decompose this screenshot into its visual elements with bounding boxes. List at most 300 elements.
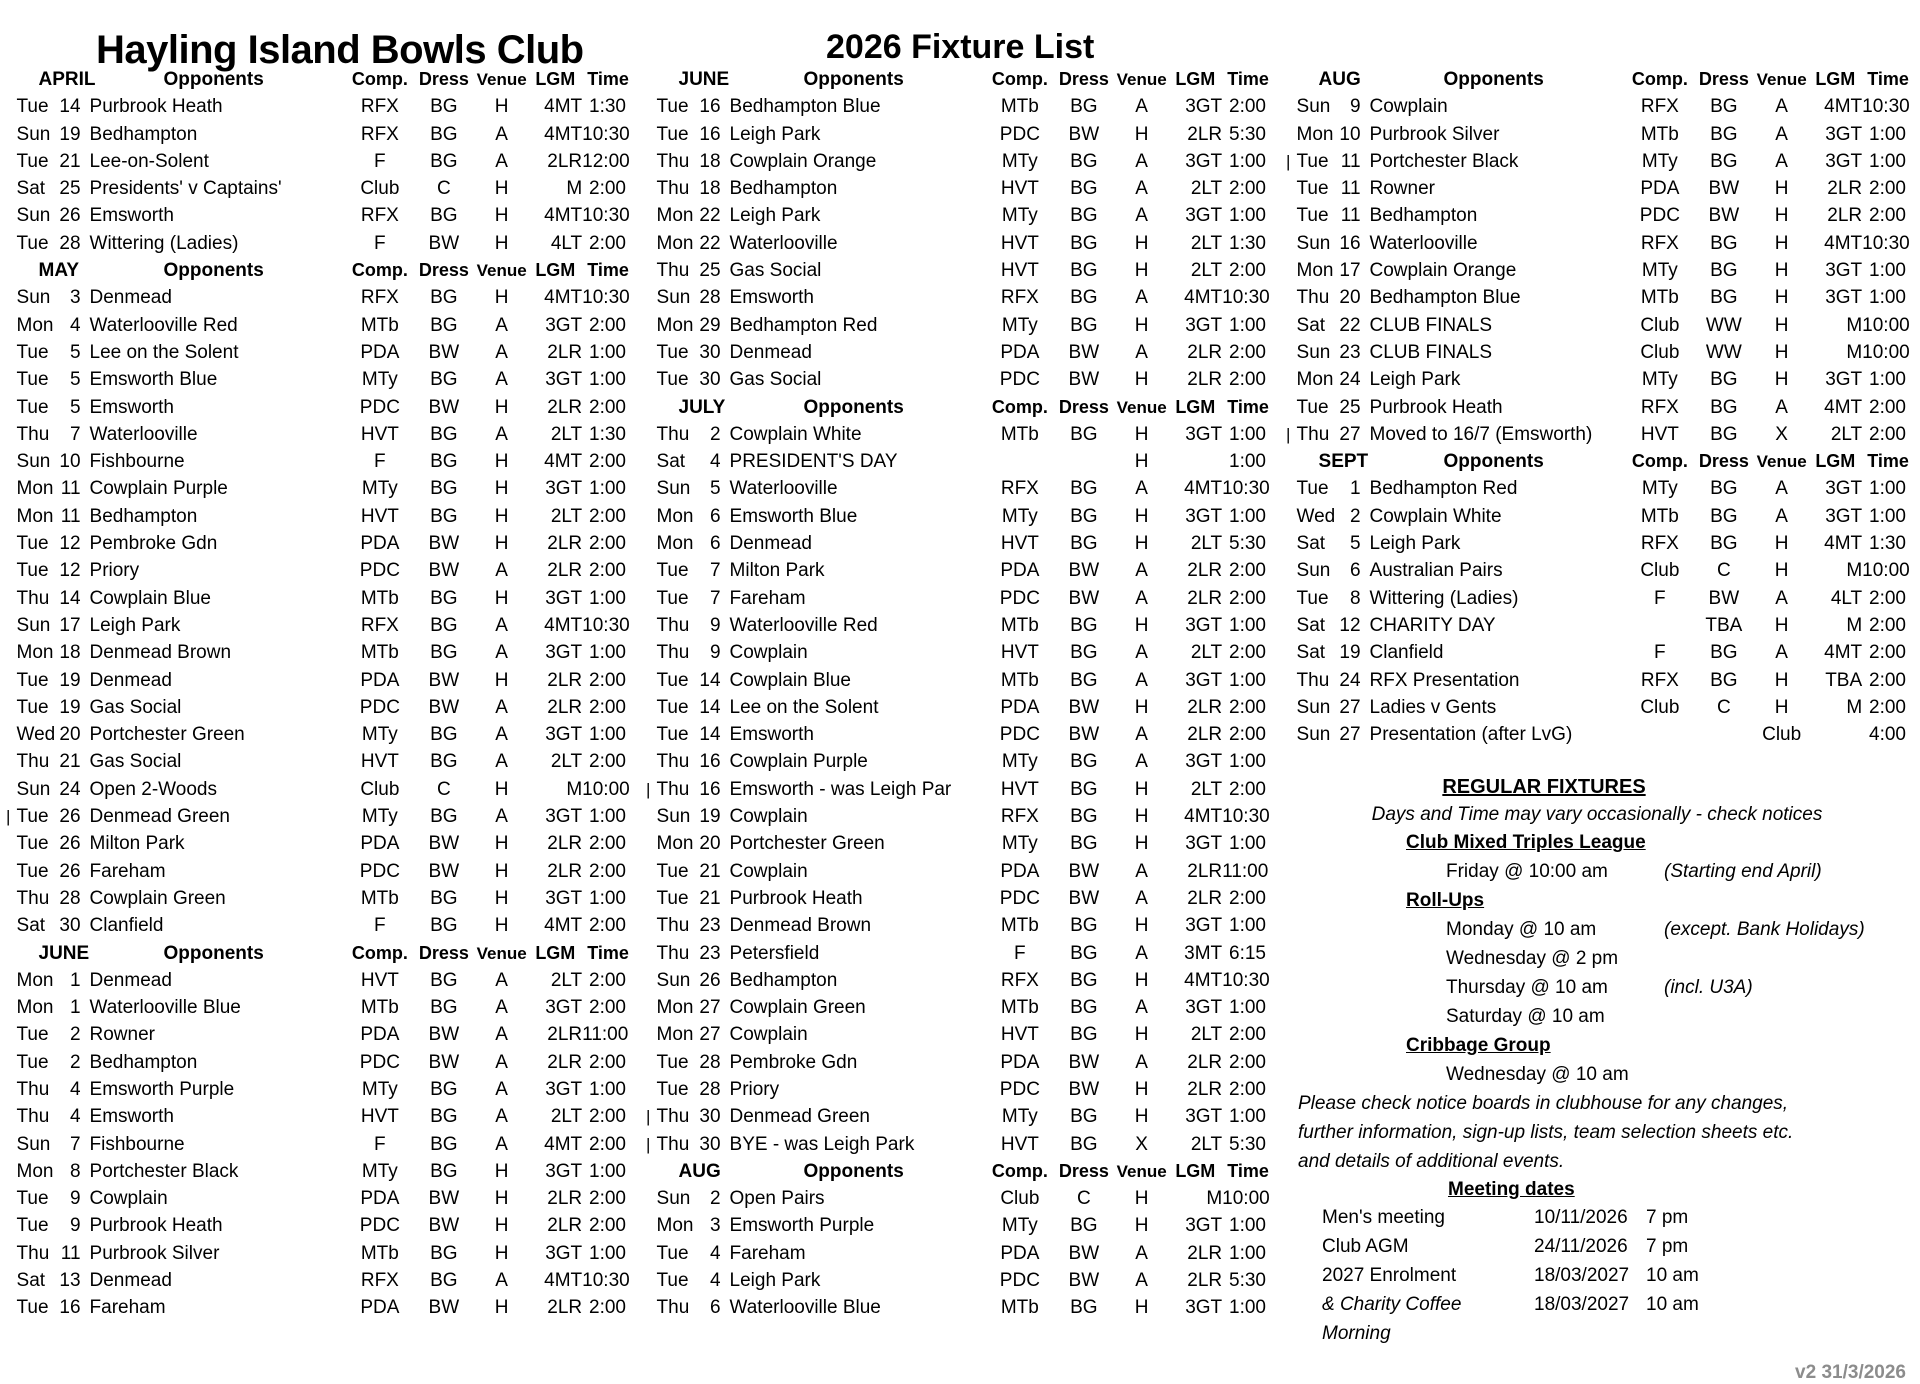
fixture-lgm: 4MT — [1824, 232, 1863, 254]
regular-fixture-entry-label: Thursday @ 10 am — [1446, 977, 1608, 999]
fixture-time: 1:30 — [589, 423, 626, 445]
fixture-day: Thu — [16, 1106, 50, 1128]
fixture-venue: H — [1774, 533, 1789, 555]
column-1 — [0, 0, 640, 1384]
fixture-time: 12:00 — [582, 150, 630, 172]
fixture-comp: MTb — [360, 314, 399, 336]
fixture-lgm: 4MT — [1824, 96, 1863, 118]
fixture-dress: C — [1716, 696, 1731, 718]
fixture-row — [640, 721, 1280, 748]
fixture-day: Tue — [656, 724, 689, 746]
fixture-dress: BG — [1710, 232, 1738, 254]
fixture-comp: MTy — [1001, 505, 1038, 527]
fixture-row — [640, 967, 1280, 994]
fixture-dress: BG — [1070, 478, 1098, 500]
fixture-day: Tue — [656, 887, 689, 909]
fixture-day: Mon — [16, 314, 54, 336]
fixture-time: 2:00 — [589, 997, 626, 1019]
fixture-day: Sun — [1296, 696, 1331, 718]
regular-fixture-entry — [1298, 973, 1920, 1002]
row-marker — [640, 1267, 657, 1294]
fixture-lgm: 2LT — [1190, 642, 1223, 664]
fixture-opponent: Pembroke Gdn — [729, 1051, 858, 1073]
fixture-lgm: 2LR — [547, 396, 583, 418]
fixture-day: Sun — [656, 287, 691, 309]
fixture-comp: RFX — [360, 96, 399, 118]
fixture-opponent: Bedhampton — [1369, 205, 1478, 227]
fixture-venue: A — [1135, 587, 1148, 609]
fixture-comp: PDA — [360, 1188, 400, 1210]
fixture-date: 24 — [1339, 369, 1361, 391]
fixture-date: 9 — [1349, 96, 1361, 118]
fixture-dress: C — [436, 778, 451, 800]
fixture-day: Tue — [16, 1024, 49, 1046]
fixture-dress: BG — [430, 150, 458, 172]
row-marker — [0, 530, 17, 557]
fixture-date: 9 — [69, 1188, 81, 1210]
row-marker — [0, 366, 17, 393]
row-marker — [0, 858, 17, 885]
fixture-day: Thu — [656, 178, 690, 200]
fixture-time: 1:00 — [1229, 150, 1266, 172]
header-lgm: LGM — [1815, 69, 1856, 89]
fixture-venue: A — [495, 123, 508, 145]
fixture-lgm: 4MT — [1824, 396, 1863, 418]
fixture-date: 17 — [59, 614, 81, 636]
fixture-venue: A — [495, 560, 508, 582]
fixture-date: 11 — [60, 1242, 81, 1264]
fixture-venue: H — [1134, 123, 1149, 145]
fixture-time: 2:00 — [1229, 724, 1266, 746]
fixture-row — [0, 1076, 640, 1103]
fixture-venue: A — [1775, 123, 1788, 145]
fixture-comp: MTb — [1000, 423, 1039, 445]
fixture-date: 20 — [699, 833, 721, 855]
fixture-lgm: 3GT — [1185, 1106, 1223, 1128]
fixture-day: Thu — [16, 751, 50, 773]
fixture-time: 10:00 — [1222, 1188, 1270, 1210]
fixture-row — [0, 967, 640, 994]
fixture-comp: PDC — [359, 860, 400, 882]
fixture-dress: BW — [428, 1297, 460, 1319]
row-marker — [0, 667, 17, 694]
fixture-row — [0, 421, 640, 448]
fixture-day: Tue — [16, 533, 49, 555]
row-marker — [0, 93, 17, 120]
fixture-time: 10:30 — [1862, 232, 1910, 254]
fixture-lgm: 4MT — [544, 123, 583, 145]
fixture-lgm: 2LT — [1190, 232, 1223, 254]
fixture-opponent: Denmead — [89, 669, 172, 691]
row-marker — [0, 284, 17, 311]
meeting-dates-rows — [1298, 1203, 1920, 1348]
row-marker — [0, 503, 17, 530]
fixture-date: 3 — [709, 1215, 721, 1237]
fixture-comp: RFX — [360, 123, 399, 145]
meeting-date-time: 7 pm — [1646, 1236, 1689, 1258]
row-marker — [1280, 612, 1297, 639]
fixture-lgm: 3GT — [1185, 505, 1223, 527]
header-comp: Comp. — [351, 69, 408, 89]
fixture-date: 16 — [699, 751, 721, 773]
fixture-dress: BW — [1068, 696, 1100, 718]
fixture-venue: A — [1775, 96, 1788, 118]
meeting-date-row — [1298, 1261, 1920, 1290]
fixture-date: 6 — [1349, 560, 1361, 582]
row-marker — [0, 257, 17, 284]
fixture-row — [0, 748, 640, 775]
fixture-date: 27 — [699, 997, 721, 1019]
fixture-lgm: 3MT — [1184, 942, 1223, 964]
fixture-time: 10:30 — [1222, 287, 1270, 309]
header-dress: Dress — [1698, 451, 1749, 472]
fixture-row — [1280, 93, 1920, 120]
fixture-day: Sun — [1296, 341, 1331, 363]
regular-fixture-entry-label: Monday @ 10 am — [1446, 919, 1597, 941]
fixture-dress: BG — [1070, 287, 1098, 309]
meeting-date-label: 2027 Enrolment — [1322, 1265, 1457, 1287]
fixture-lgm: 2LR — [1187, 860, 1223, 882]
fixture-opponent: Cowplain White — [729, 423, 862, 445]
fixture-time: 1:00 — [1869, 123, 1906, 145]
fixture-venue: H — [494, 205, 509, 227]
fixture-row — [0, 1021, 640, 1048]
fixture-opponent: Leigh Park — [729, 123, 821, 145]
fixture-row — [1280, 148, 1920, 175]
fixture-venue: H — [1774, 178, 1789, 200]
regular-fixture-entry-note: (except. Bank Holidays) — [1664, 919, 1865, 941]
header-opponents: Opponents — [1443, 69, 1544, 90]
header-opponents: Opponents — [803, 1160, 904, 1182]
page-title-club: Hayling Island Bowls Club — [96, 28, 584, 72]
fixture-date: 30 — [699, 1106, 721, 1128]
fixture-lgm: 3GT — [1825, 287, 1863, 309]
fixture-date: 30 — [699, 1133, 721, 1155]
fixture-time: 11:00 — [582, 1024, 629, 1046]
fixture-comp: PDC — [359, 1051, 400, 1073]
fixture-venue: H — [1774, 341, 1789, 363]
fixture-opponent: Purbrook Silver — [1369, 123, 1500, 145]
fixture-comp: MTb — [1640, 287, 1679, 309]
fixture-time: 5:30 — [1229, 533, 1266, 555]
fixture-opponent: PRESIDENT'S DAY — [729, 451, 898, 473]
fixture-lgm: 3GT — [1825, 260, 1863, 282]
fixture-day: Tue — [16, 1297, 49, 1319]
fixture-dress: BG — [1710, 505, 1738, 527]
fixture-time: 2:00 — [589, 1297, 626, 1319]
fixture-opponent: Rowner — [1369, 178, 1435, 200]
fixture-lgm: 3GT — [1185, 751, 1223, 773]
fixture-date: 20 — [1339, 287, 1361, 309]
fixture-dress: BG — [1070, 205, 1098, 227]
fixture-opponent: Cowplain Orange — [729, 150, 877, 172]
fixture-lgm: 3GT — [1825, 478, 1863, 500]
fixture-date: 6 — [709, 1297, 721, 1319]
meeting-date-value: 18/03/2027 — [1534, 1294, 1630, 1316]
fixture-day: Sun — [16, 451, 51, 473]
fixture-opponent: Gas Social — [89, 696, 182, 718]
fixture-comp: HVT — [1000, 778, 1039, 800]
fixture-time: 2:00 — [1229, 369, 1266, 391]
fixture-opponent: CLUB FINALS — [1369, 341, 1492, 363]
fixture-dress: BW — [428, 860, 460, 882]
fixture-day: Tue — [16, 369, 49, 391]
fixture-row — [640, 257, 1280, 284]
fixture-row — [640, 667, 1280, 694]
fixture-comp: Club — [1000, 1188, 1040, 1210]
fixture-dress: BW — [1068, 560, 1100, 582]
fixture-lgm: 3GT — [1825, 369, 1863, 391]
fixture-dress: BW — [1708, 587, 1740, 609]
fixture-time: 2:00 — [589, 1133, 626, 1155]
fixture-time: 1:00 — [1229, 205, 1266, 227]
fixture-lgm: 4MT — [1184, 478, 1223, 500]
fixture-time: 1:00 — [1229, 751, 1266, 773]
fixture-time: 2:00 — [1869, 396, 1906, 418]
fixture-comp: PDA — [360, 669, 400, 691]
fixture-opponent: Lee on the Solent — [729, 696, 879, 718]
meeting-date-time: 7 pm — [1646, 1207, 1689, 1229]
fixture-opponent: Fareham — [729, 1242, 806, 1264]
regular-fixtures-footer-line-2: further information, sign-up lists, team selection sheets etc. — [1298, 1122, 1794, 1144]
fixture-dress: BG — [1070, 669, 1098, 691]
fixture-lgm: 2LT — [1830, 423, 1863, 445]
header-venue: Venue — [1116, 70, 1167, 89]
fixture-dress: BG — [1070, 1215, 1098, 1237]
row-marker — [0, 1185, 17, 1212]
fixture-date: 11 — [60, 505, 81, 527]
fixture-row — [0, 175, 640, 202]
fixture-lgm: 4MT — [1824, 642, 1863, 664]
fixture-date: 12 — [59, 560, 81, 582]
row-marker — [640, 803, 657, 830]
fixture-row — [640, 121, 1280, 148]
header-opponents: Opponents — [803, 396, 904, 418]
fixture-opponent: Open Pairs — [729, 1188, 825, 1210]
fixture-dress: BG — [1710, 260, 1738, 282]
fixture-row — [1280, 339, 1920, 366]
regular-fixture-group-heading: Club Mixed Triples League — [1406, 832, 1646, 854]
fixture-dress: BW — [428, 833, 460, 855]
fixture-date: 9 — [69, 1215, 81, 1237]
fixture-date: 13 — [59, 1270, 81, 1292]
fixture-row — [640, 1185, 1280, 1212]
fixture-comp: PDA — [1000, 696, 1040, 718]
fixture-comp: HVT — [1000, 178, 1039, 200]
fixture-time: 1:00 — [1229, 451, 1266, 473]
fixture-day: Thu — [656, 260, 690, 282]
fixture-day: Tue — [1296, 178, 1329, 200]
fixture-venue: H — [1774, 669, 1789, 691]
fixture-opponent: Waterlooville Blue — [89, 997, 241, 1019]
fixture-date: 12 — [1339, 614, 1361, 636]
fixture-dress: BG — [1070, 178, 1098, 200]
header-comp: Comp. — [991, 396, 1048, 417]
fixture-lgm: 3GT — [545, 1160, 583, 1182]
fixture-time: 1:00 — [1229, 1106, 1266, 1128]
fixture-dress: BG — [1070, 505, 1098, 527]
fixture-opponent: Portchester Black — [89, 1160, 239, 1182]
fixture-opponent: Cowplain Green — [89, 887, 226, 909]
fixture-dress: BW — [428, 396, 460, 418]
fixture-lgm: 3GT — [545, 724, 583, 746]
fixture-comp: MTb — [360, 887, 399, 909]
fixture-day: Tue — [656, 587, 689, 609]
fixture-dress: BG — [430, 478, 458, 500]
row-marker: | — [6, 807, 11, 827]
fixture-lgm: 4LT — [1830, 587, 1863, 609]
fixture-lgm: 2LR — [547, 560, 583, 582]
fixture-lgm: M — [1846, 560, 1863, 582]
fixture-day: Thu — [656, 642, 690, 664]
fixture-opponent: Cowplain — [729, 1024, 808, 1046]
fixture-dress: BG — [430, 1106, 458, 1128]
fixture-row — [0, 148, 640, 175]
meeting-date-row — [1298, 1232, 1920, 1261]
fixture-dress: BW — [1708, 205, 1740, 227]
fixture-row — [0, 339, 640, 366]
fixture-day: Mon — [656, 205, 694, 227]
fixture-row — [0, 721, 640, 748]
fixture-date: 21 — [699, 887, 721, 909]
fixture-comp: HVT — [1000, 1133, 1039, 1155]
fixture-lgm: 2LR — [1187, 1270, 1223, 1292]
fixture-venue: A — [1135, 1242, 1148, 1264]
fixture-time: 2:00 — [1869, 614, 1906, 636]
fixture-day: Mon — [656, 1215, 694, 1237]
fixture-venue: A — [1775, 505, 1788, 527]
fixture-date: 27 — [1339, 696, 1361, 718]
fixture-lgm: 2LT — [1190, 778, 1223, 800]
row-marker — [0, 1240, 17, 1267]
fixture-comp: HVT — [1000, 533, 1039, 555]
fixture-dress: BG — [430, 724, 458, 746]
row-marker — [1280, 639, 1297, 666]
fixture-day: Mon — [16, 1160, 54, 1182]
fixture-date: 28 — [699, 1078, 721, 1100]
fixture-opponent: Denmead Brown — [89, 642, 232, 664]
fixture-dress: BW — [428, 1024, 460, 1046]
fixture-day: Sat — [16, 178, 46, 200]
header-time: Time — [587, 260, 629, 281]
fixture-opponent: Cowplain Green — [729, 997, 866, 1019]
fixture-day: Sun — [1296, 560, 1331, 582]
fixture-dress: BG — [1710, 287, 1738, 309]
header-time: Time — [587, 942, 629, 963]
fixture-lgm: M — [1846, 314, 1863, 336]
regular-fixture-entry — [1298, 944, 1920, 973]
fixture-comp: MTy — [361, 1078, 398, 1100]
fixture-venue: A — [1135, 860, 1148, 882]
fixture-time: 2:00 — [589, 860, 626, 882]
fixture-opponent: Wittering (Ladies) — [89, 232, 239, 254]
fixture-time: 2:00 — [1229, 887, 1266, 909]
row-marker — [1280, 448, 1297, 475]
row-marker — [0, 612, 17, 639]
fixture-venue: A — [1135, 1270, 1148, 1292]
fixture-time: 5:30 — [1229, 1270, 1266, 1292]
fixture-lgm: 2LR — [1187, 1242, 1223, 1264]
fixture-comp: MTb — [360, 997, 399, 1019]
fixture-dress: BW — [428, 1051, 460, 1073]
fixture-venue: H — [1134, 1297, 1149, 1319]
fixture-row — [0, 1049, 640, 1076]
row-marker: | — [1286, 424, 1291, 444]
fixture-comp: PDA — [1000, 341, 1040, 363]
fixture-time: 11:00 — [1222, 860, 1269, 882]
fixture-venue: H — [1134, 369, 1149, 391]
fixture-dress: BW — [428, 669, 460, 691]
fixture-row — [0, 284, 640, 311]
fixture-date: 16 — [1339, 232, 1361, 254]
fixture-comp: PDA — [360, 533, 400, 555]
fixture-day: Tue — [656, 96, 689, 118]
fixture-lgm: 3GT — [1185, 997, 1223, 1019]
fixture-row — [0, 202, 640, 229]
fixture-venue: A — [1135, 751, 1148, 773]
fixture-comp: RFX — [1640, 232, 1679, 254]
row-marker — [1280, 284, 1297, 311]
fixture-comp: Club — [1640, 314, 1680, 336]
fixture-day: Sat — [1296, 614, 1326, 636]
fixture-comp — [987, 448, 1053, 475]
fixture-day: Thu — [656, 915, 690, 937]
fixture-venue: A — [1135, 205, 1148, 227]
fixture-opponent: Rowner — [89, 1024, 155, 1046]
regular-fixture-entry-label: Wednesday @ 2 pm — [1446, 948, 1619, 970]
row-marker — [0, 1294, 17, 1321]
fixture-date: 16 — [699, 778, 721, 800]
fixture-day: Thu — [16, 1242, 50, 1264]
fixture-venue: H — [494, 833, 509, 855]
fixture-day: Tue — [656, 669, 689, 691]
fixture-opponent: Cowplain Blue — [89, 587, 211, 609]
fixture-dress: BG — [1710, 642, 1738, 664]
fixture-comp: F — [1654, 587, 1666, 609]
regular-fixtures-footer-line-1: Please check notice boards in clubhouse for any changes, — [1298, 1093, 1789, 1115]
fixture-row — [0, 803, 640, 830]
fixture-comp: HVT — [1000, 260, 1039, 282]
row-marker: | — [646, 779, 651, 799]
row-marker — [640, 585, 657, 612]
fixture-comp: RFX — [360, 614, 399, 636]
fixture-venue: H — [1774, 560, 1789, 582]
fixture-time: 1:00 — [589, 587, 626, 609]
fixture-time: 2:00 — [589, 451, 626, 473]
month-header-row — [640, 66, 1280, 93]
fixture-lgm: 3GT — [545, 369, 583, 391]
fixture-comp: PDC — [359, 1215, 400, 1237]
fixture-venue: A — [1775, 396, 1788, 418]
fixture-day: Thu — [656, 423, 690, 445]
fixture-day: Mon — [656, 232, 694, 254]
fixture-dress: BW — [428, 232, 460, 254]
fixture-comp: HVT — [360, 1106, 399, 1128]
fixture-day: Thu — [1296, 669, 1330, 691]
meeting-date-time: 10 am — [1646, 1265, 1699, 1287]
fixture-lgm: 2LT — [1190, 1024, 1223, 1046]
fixture-comp: RFX — [1640, 396, 1679, 418]
fixture-day: Thu — [16, 423, 50, 445]
meeting-date-label: Men's meeting — [1322, 1207, 1445, 1229]
fixture-opponent: Gas Social — [729, 369, 822, 391]
fixture-venue: A — [495, 751, 508, 773]
fixture-lgm: 2LR — [547, 1297, 583, 1319]
fixture-time: 1:00 — [589, 341, 626, 363]
fixture-time: 2:00 — [1229, 560, 1266, 582]
fixture-day: Tue — [16, 1188, 49, 1210]
fixture-venue: H — [494, 396, 509, 418]
